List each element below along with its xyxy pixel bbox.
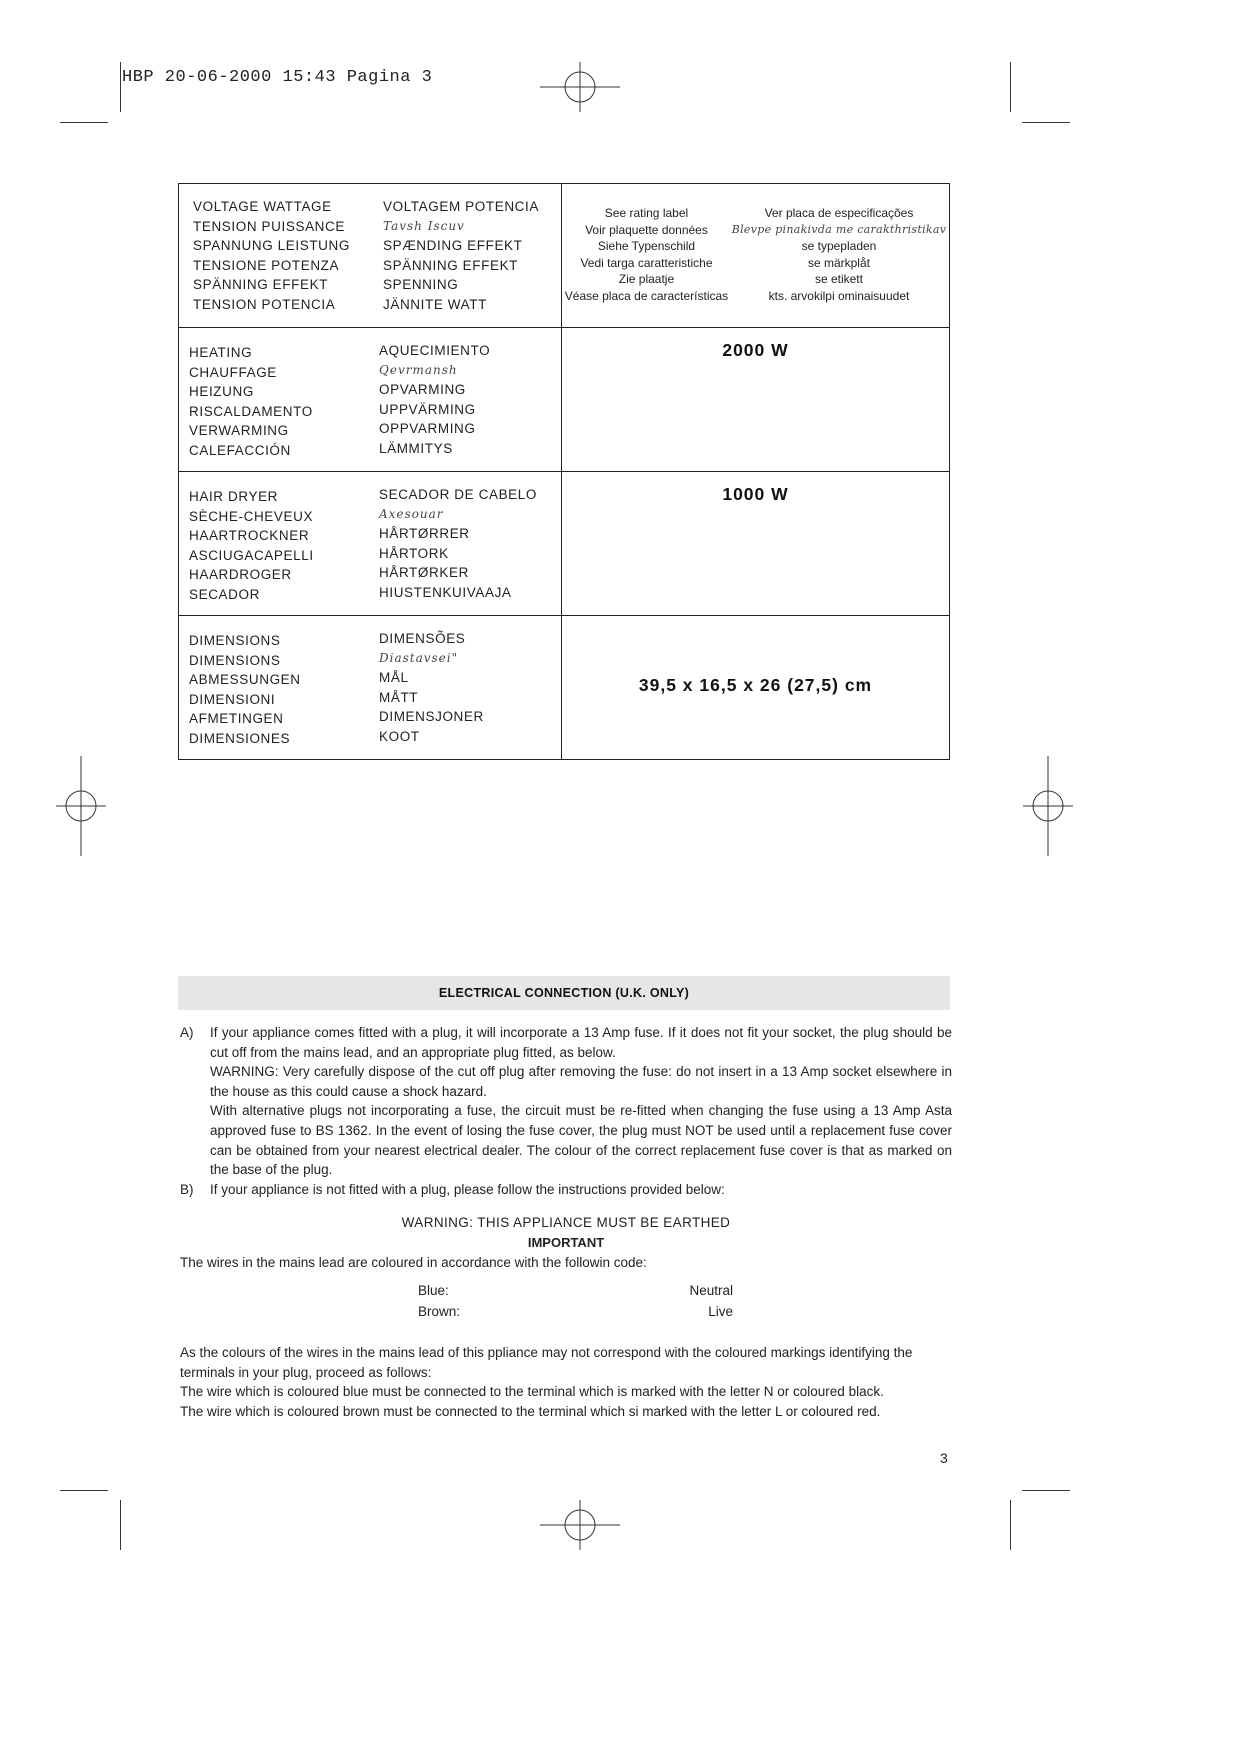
label-line: HAARTROCKNER <box>189 528 310 543</box>
warning-paragraph: WARNING: Very carefully dispose of the cut off plug after removing the fuse: do not insert in a 13 Amp socket elsewhere in the house as this could cause a shock hazard. <box>210 1064 952 1099</box>
paragraph: As the colours of the wires in the mains lead of this ppliance may not correspond with the coloured markings identifying the terminals in your plug, proceed as follows: <box>180 1345 913 1380</box>
wire-function-neutral: Neutral <box>689 1283 733 1298</box>
label-line: SÈCHE-CHEVEUX <box>189 508 314 524</box>
rating-cell <box>562 184 950 328</box>
label-line-greek: Qevrmansh <box>379 362 458 377</box>
label-line: VERWARMING <box>189 423 289 438</box>
label-line-greek: Diastavsei" <box>379 650 459 665</box>
table-row <box>179 616 950 760</box>
important-heading: IMPORTANT <box>527 1234 605 1250</box>
value-cell <box>562 472 950 616</box>
table-row <box>179 184 950 328</box>
label-column-1 <box>179 629 379 748</box>
label-column-1 <box>179 197 383 314</box>
label-column-1 <box>179 485 379 604</box>
crop-mark <box>1010 62 1011 112</box>
label-line: AFMETINGEN <box>189 711 284 726</box>
heating-value: 2000 W <box>722 339 789 360</box>
label-line: LÄMMITYS <box>379 440 453 456</box>
label-line: TENSIONE POTENZA <box>193 257 340 273</box>
label-line: VOLTAGEM POTENCIA <box>383 199 539 214</box>
paragraph: The wire which is coloured brown must be connected to the terminal which si marked with the letter L or coloured red. <box>180 1403 881 1419</box>
list-item <box>180 1180 952 1200</box>
label-line: DIMENSIONS <box>189 652 281 668</box>
label-line: ABMESSUNGEN <box>189 672 301 687</box>
wiring-instructions <box>180 1343 952 1421</box>
item-text: If your appliance is not fitted with a plug, please follow the instructions provided below: <box>210 1181 725 1197</box>
crop-mark <box>1022 1490 1070 1491</box>
label-line: SPÄNNING EFFEKT <box>383 257 519 273</box>
crop-mark <box>120 62 121 112</box>
specification-table <box>178 183 950 760</box>
list-item <box>180 1023 952 1062</box>
alternative-plugs-paragraph: With alternative plugs not incorporating a fuse, the circuit must be re-fitted when changing the fuse using a 13 Amp Asta approved fuse to BS 1362. In the event of losing the fuse cover, the plug must NOT be used until a replacement fuse cover can be obtained from your nearest electrical dealer. The colour of the correct replacement fuse cover is that as marked on the base of the plug. <box>210 1103 952 1178</box>
registration-mark-icon <box>540 62 620 112</box>
crop-mark <box>60 122 108 123</box>
print-header: HBP 20-06-2000 15:43 Pagina 3 <box>122 68 433 87</box>
rating-line: se etikett <box>814 272 863 286</box>
label-line: DIMENSIONS <box>189 633 281 648</box>
crop-mark <box>120 1500 121 1550</box>
label-line: RISCALDAMENTO <box>189 403 313 419</box>
label-column-2 <box>383 197 539 314</box>
label-line: DIMENSIONI <box>189 691 276 707</box>
label-cell <box>179 472 562 616</box>
rating-column-right <box>732 205 947 304</box>
wires-intro: The wires in the mains lead are coloured in accordance with the followin code: <box>180 1254 647 1270</box>
crop-mark <box>1022 122 1070 123</box>
label-line: TENSION PUISSANCE <box>193 218 345 234</box>
section-title: ELECTRICAL CONNECTION (U.K. ONLY) <box>178 976 950 1010</box>
rating-line: Vedi targa caratteristiche <box>580 255 713 270</box>
label-line: VOLTAGE WATTAGE <box>193 199 332 214</box>
label-cell <box>179 184 562 328</box>
dimensions-value: 39,5 x 16,5 x 26 (27,5) cm <box>638 675 873 695</box>
wire-colour-brown: Brown: <box>418 1304 461 1319</box>
label-line: SECADOR <box>189 586 260 602</box>
label-line: HÅRTØRRER <box>379 526 470 541</box>
label-line: HÅRTØRKER <box>379 565 469 580</box>
registration-mark-icon <box>1023 756 1073 856</box>
label-line: TENSION POTENCIA <box>193 296 336 312</box>
label-column-2 <box>379 485 537 604</box>
label-line: MÅTT <box>379 689 419 705</box>
table-row <box>179 472 950 616</box>
table-row <box>179 328 950 472</box>
value-cell <box>562 328 950 472</box>
label-line: SPANNUNG LEISTUNG <box>193 238 350 253</box>
item-label: A) <box>180 1025 194 1040</box>
crop-mark <box>1010 1500 1011 1550</box>
label-line: OPVARMING <box>379 382 466 397</box>
label-line: KOOT <box>379 728 420 744</box>
rating-line: kts. arvokilpi ominaisuudet <box>768 288 910 303</box>
wire-function-live: Live <box>708 1304 733 1319</box>
registration-mark-icon <box>56 756 106 856</box>
rating-line: Véase placa de características <box>564 288 729 303</box>
rating-line: Zie plaatje <box>618 272 675 286</box>
earthed-warning: WARNING: THIS APPLIANCE MUST BE EARTHED <box>401 1215 731 1231</box>
label-column-1 <box>179 341 379 460</box>
label-line: HAARDROGER <box>189 567 292 582</box>
label-line: SPÆNDING EFFEKT <box>383 238 523 253</box>
label-line-greek: Axesouar <box>379 506 444 521</box>
label-line: SPÄNNING EFFEKT <box>193 277 329 292</box>
item-text: If your appliance comes fitted with a plug, it will incorporate a 13 Amp fuse. If it does not fit your socket, the plug should be cut off from the mains lead, and an appropriate plug fitted, as below. <box>210 1025 952 1060</box>
page-number: 3 <box>940 1450 948 1466</box>
rating-line: Ver placa de especificações <box>764 206 914 220</box>
wire-colour-blue: Blue: <box>418 1283 449 1298</box>
hair-dryer-value: 1000 W <box>722 483 789 504</box>
label-line: CALEFACCIÓN <box>189 442 291 458</box>
label-line: UPPVÄRMING <box>379 401 476 417</box>
rating-line: Voir plaquette données <box>585 222 708 237</box>
value-cell <box>562 616 950 760</box>
label-cell <box>179 328 562 472</box>
label-line: HÅRTORK <box>379 545 449 561</box>
label-line: HIUSTENKUIVAAJA <box>379 584 512 600</box>
label-line: AQUECIMIENTO <box>379 343 491 358</box>
rating-line: Siehe Typenschild <box>597 239 696 253</box>
label-line: MÅL <box>379 670 409 685</box>
label-line-greek: Tavsh Iscuv <box>383 218 465 233</box>
label-line: DIMENSJONER <box>379 709 484 724</box>
paragraph: The wire which is coloured blue must be connected to the terminal which is marked with the letter N or coloured black. <box>180 1384 884 1400</box>
label-line: ASCIUGACAPELLI <box>189 547 314 563</box>
label-line: HEATING <box>189 345 253 360</box>
label-line: SECADOR DE CABELO <box>379 487 537 502</box>
label-cell <box>179 616 562 760</box>
label-line: JÄNNITE WATT <box>383 296 487 312</box>
label-line: DIMENSÕES <box>379 631 466 646</box>
crop-mark <box>60 1490 108 1491</box>
rating-line: See rating label <box>604 206 689 220</box>
rating-line: se märkplåt <box>807 255 870 270</box>
rating-line: se typepladen <box>801 239 877 253</box>
label-column-2 <box>379 629 484 748</box>
label-line: HAIR DRYER <box>189 489 279 504</box>
item-label: B) <box>180 1181 194 1197</box>
label-line: SPENNING <box>383 277 459 292</box>
label-line: CHAUFFAGE <box>189 364 277 380</box>
label-line: DIMENSIONES <box>189 730 291 746</box>
label-line: HEIZUNG <box>189 384 254 399</box>
registration-mark-icon <box>540 1500 620 1550</box>
label-column-2 <box>379 341 490 460</box>
label-line: OPPVARMING <box>379 421 476 436</box>
rating-column-left <box>565 205 728 304</box>
instructions-block <box>180 1023 952 1272</box>
rating-line-greek: Blevpe pinakivda me carakthristikav <box>731 222 947 236</box>
